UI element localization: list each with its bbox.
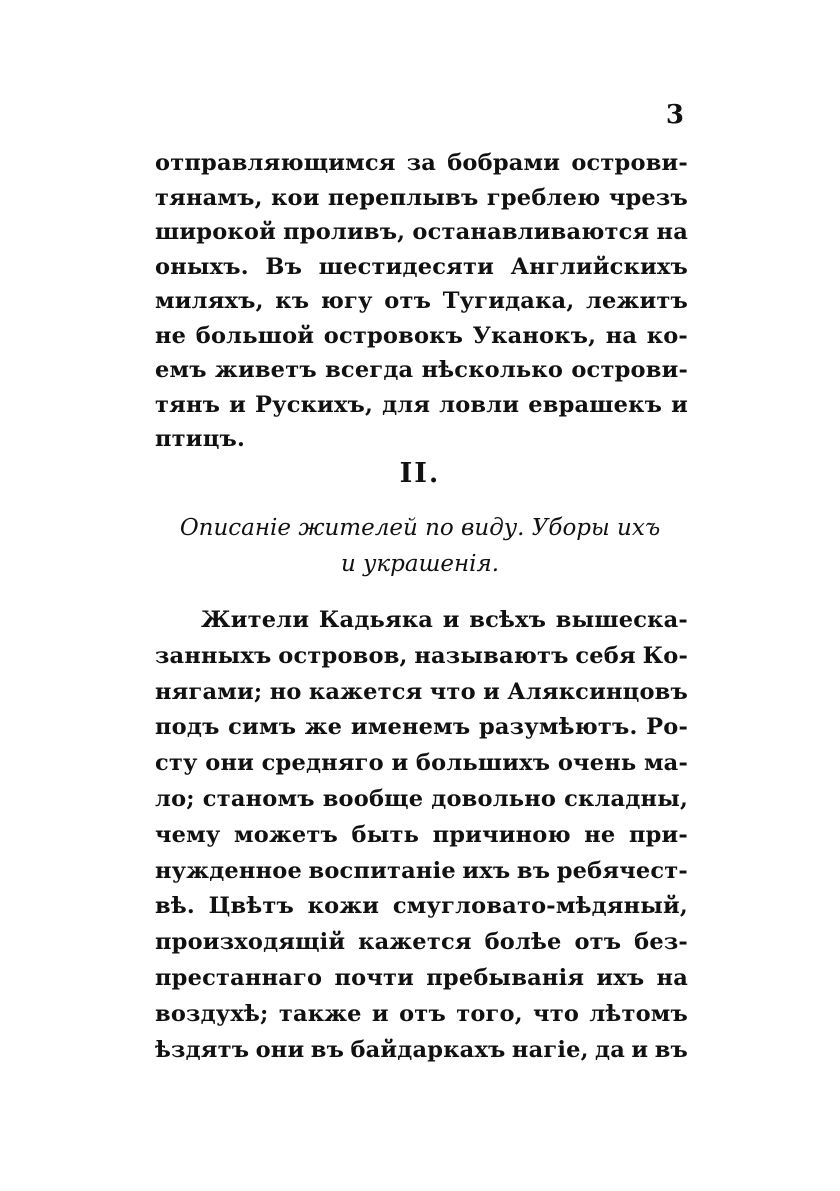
word: острови-: [571, 150, 688, 176]
word: за: [406, 150, 437, 176]
word: большихъ: [415, 750, 551, 777]
word: проливъ,: [283, 219, 406, 245]
word: ко-: [646, 322, 688, 349]
word: байдаркахъ: [350, 1036, 506, 1063]
text-line: птицъ.: [155, 426, 246, 452]
word: и: [483, 678, 500, 705]
word: того,: [456, 1000, 523, 1027]
word: нужденное: [155, 857, 302, 884]
word: чрезъ: [608, 184, 688, 211]
word: Въ: [265, 253, 303, 280]
word: на: [656, 219, 688, 245]
text-line: [155, 284, 688, 319]
word: воспитаніе: [308, 857, 456, 884]
word: ло;: [155, 785, 195, 812]
word: отъ: [574, 929, 622, 956]
word: симъ: [228, 714, 297, 741]
word: да: [595, 1036, 626, 1063]
section-number: II.: [399, 458, 441, 489]
word: Ро-: [646, 714, 688, 741]
word: островов,: [278, 642, 408, 669]
word: нѣсколько: [421, 357, 564, 383]
text-line: [155, 353, 688, 388]
word: они: [255, 1036, 305, 1063]
word: отъ: [399, 1000, 446, 1027]
word: можетъ: [234, 821, 339, 848]
word: емъ: [155, 357, 207, 383]
word: разумѣютъ.: [478, 714, 638, 741]
word: нагіе,: [511, 1036, 589, 1063]
word: и: [671, 391, 688, 418]
word: и: [442, 607, 460, 633]
word: ихъ: [462, 857, 511, 884]
text-line: [155, 146, 688, 181]
word: ихъ: [596, 964, 645, 991]
word: шестидесяти: [318, 253, 495, 280]
word: довольно: [431, 785, 557, 812]
word: быть: [351, 821, 420, 848]
word: острови-: [571, 357, 688, 383]
section-title: [0, 510, 840, 582]
word: къ: [275, 288, 310, 314]
word: они: [205, 750, 255, 777]
word: же: [304, 714, 343, 741]
paragraph-1: [155, 146, 688, 457]
word: вышеска-: [555, 607, 688, 633]
word: Ко-: [642, 642, 688, 669]
text-line: [155, 710, 688, 746]
word: при-: [628, 821, 688, 848]
word: въ: [654, 1036, 688, 1063]
word: ребячест-: [556, 857, 688, 884]
text-line: [155, 925, 688, 961]
section-title-line: Описаніе жителей по виду. Уборы ихъ: [179, 515, 661, 541]
word: но: [269, 678, 302, 705]
word: кожи: [307, 893, 380, 920]
word: средняго: [261, 750, 384, 777]
text-line: [155, 603, 688, 639]
text-line: [155, 889, 688, 925]
word: пребыванія: [426, 964, 585, 991]
text-line: [155, 1033, 688, 1069]
word: широкой: [155, 219, 276, 245]
text-line: [155, 319, 688, 354]
word: отправляющимся: [155, 150, 396, 176]
word: кажется: [308, 678, 423, 705]
word: именемъ: [350, 714, 471, 741]
word: ѣздятъ: [155, 1036, 250, 1063]
word: станомъ: [202, 785, 315, 812]
text-line: [155, 961, 688, 997]
text-line: [155, 782, 688, 818]
word: сту: [155, 750, 198, 777]
word: болѣе: [484, 929, 562, 956]
word: тянамъ,: [155, 184, 263, 211]
word: и: [631, 1036, 649, 1063]
word: себя: [575, 642, 636, 669]
word: что: [533, 1000, 580, 1027]
word: лѣтомъ: [589, 1000, 688, 1027]
word: въ: [516, 857, 551, 884]
word: на: [605, 322, 638, 349]
word: причиною: [432, 821, 571, 848]
word: занныхъ: [155, 642, 272, 669]
word: останавливаются: [412, 219, 650, 245]
paragraph-2: [155, 603, 688, 1068]
word: Жители: [201, 607, 310, 633]
word: для: [382, 391, 431, 418]
word: смугловато-мѣдяный,: [392, 893, 688, 920]
word: отъ: [384, 288, 432, 314]
word: Английскихъ: [510, 253, 688, 280]
word: всегда: [325, 357, 414, 383]
text-line: [155, 818, 688, 854]
word: живетъ: [215, 357, 317, 383]
word: вѣ.: [155, 893, 195, 920]
text-line: [155, 215, 688, 250]
text-line: [155, 181, 688, 216]
word: Рускихъ,: [254, 391, 374, 418]
text-line: [155, 250, 688, 285]
word: нягами;: [155, 678, 263, 705]
word: воздухѣ;: [155, 1000, 269, 1027]
word: Уканокъ,: [472, 322, 597, 349]
word: и: [229, 391, 246, 418]
word: тянъ: [155, 391, 221, 418]
word: на: [656, 964, 688, 991]
word: лежитъ: [585, 288, 688, 314]
word: очень: [557, 750, 637, 777]
word: складны,: [564, 785, 688, 812]
word: и: [391, 750, 409, 777]
word: и: [371, 1000, 389, 1027]
word: престаннаго: [155, 964, 323, 991]
word: также: [278, 1000, 362, 1027]
word: кажется: [358, 929, 472, 956]
word: кои: [271, 184, 320, 211]
page-number: 3: [665, 100, 684, 130]
word: подъ: [155, 714, 220, 741]
word: островокъ: [323, 322, 464, 349]
text-line: [155, 388, 688, 423]
word: без-: [634, 929, 688, 956]
word: Тугидака,: [442, 288, 575, 314]
word: переплывъ: [328, 184, 479, 211]
word: оныхъ.: [155, 253, 249, 280]
text-line: [155, 997, 688, 1033]
word: не: [155, 322, 187, 349]
text-line: [155, 746, 688, 782]
word: миляхъ,: [155, 288, 264, 314]
word: большой: [195, 322, 315, 349]
word: Кадьяка: [318, 607, 434, 633]
text-line: [155, 675, 688, 711]
word: вообще: [322, 785, 424, 812]
word: греблею: [486, 184, 601, 211]
word: югу: [320, 288, 373, 314]
word: называютъ: [414, 642, 569, 669]
text-line: [155, 639, 688, 675]
word: произходящій: [155, 929, 346, 956]
word: Цвѣтъ: [208, 893, 294, 920]
word: бобрами: [447, 150, 561, 176]
text-line: [155, 854, 688, 890]
word: почти: [334, 964, 415, 991]
word: еврашекъ: [528, 391, 663, 418]
word: въ: [310, 1036, 345, 1063]
word: всѣхъ: [469, 607, 547, 633]
word: чему: [155, 821, 221, 848]
word: Аляксинцовъ: [507, 678, 688, 705]
section-title-line: и украшенія.: [340, 551, 500, 577]
word: не: [584, 821, 616, 848]
word: ловли: [439, 391, 520, 418]
word: что: [429, 678, 476, 705]
word: ма-: [643, 750, 688, 777]
